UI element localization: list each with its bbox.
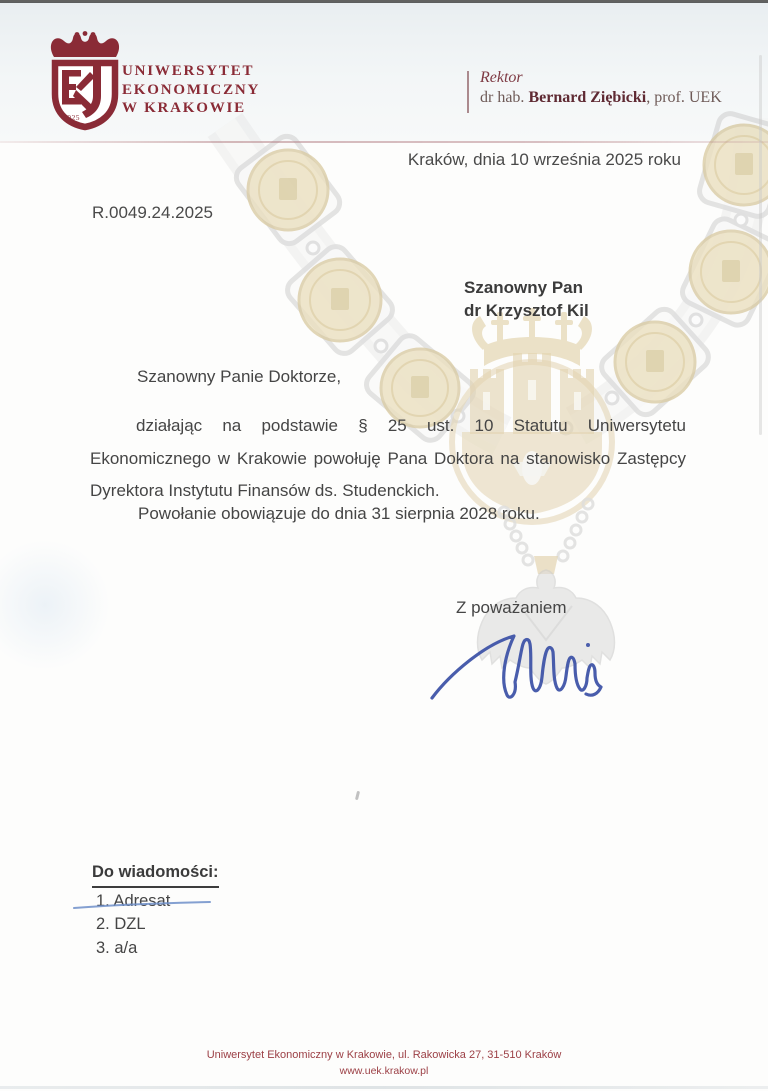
body-paragraph-1: działając na podstawie § 25 ust. 10 Statutu Uniwersytetu Ekonomicznego w Krakowie powołuję Pana Doktora na stanowisko Zastępcy Dyrektora Instytutu Finansów ds. Studenckich. xyxy=(90,416,686,500)
rektor-name: Bernard Ziębicki xyxy=(528,89,647,106)
cc-item-1: 1. Adresat xyxy=(96,891,171,910)
university-name-line1: UNIWERSYTET xyxy=(122,63,255,79)
university-name xyxy=(122,62,260,118)
university-name-line2: EKONOMICZNY xyxy=(122,81,261,98)
uek-crest-logo xyxy=(40,30,130,132)
rektor-name-suffix: , prof. UEK xyxy=(646,89,722,106)
reference-number: R.0049.24.2025 xyxy=(92,203,213,222)
paper-fold-line xyxy=(0,141,768,143)
scan-top-edge-line xyxy=(0,0,768,3)
cc-heading: Do wiadomości: xyxy=(92,861,219,888)
scan-right-edge-shadow xyxy=(759,55,762,435)
rektor-title: Rektor xyxy=(480,69,523,86)
addressee-line2: dr Krzysztof Kil xyxy=(464,301,589,320)
university-name-line3: W KRAKOWIE xyxy=(122,100,246,116)
footer-website: www.uek.krakow.pl xyxy=(339,1065,429,1077)
salutation: Szanowny Panie Doktorze, xyxy=(137,367,342,386)
rektor-divider-rule xyxy=(467,71,469,113)
rektor-name-line xyxy=(480,88,722,108)
date-line: Kraków, dnia 10 września 2025 roku xyxy=(407,150,681,169)
footer xyxy=(0,1047,768,1079)
cc-item-2: 2. DZL xyxy=(96,915,146,933)
signature xyxy=(415,622,605,712)
rektor-block xyxy=(480,68,722,108)
logo-year: 1925 xyxy=(63,113,80,122)
closing-phrase: Z poważaniem xyxy=(456,598,567,617)
body-paragraph-2: Powołanie obowiązuje do dnia 31 sierpnia 2028 roku. xyxy=(138,504,540,523)
footer-address: Uniwersytet Ekonomiczny w Krakowie, ul. Rakowicka 27, 31-510 Kraków xyxy=(206,1049,562,1061)
addressee-block xyxy=(464,276,589,322)
addressee-line1: Szanowny Pan xyxy=(464,278,584,297)
pen-underline-mark xyxy=(72,899,212,911)
cc-item-3: 3. a/a xyxy=(96,938,138,957)
rektor-name-prefix: dr hab. xyxy=(480,89,529,106)
